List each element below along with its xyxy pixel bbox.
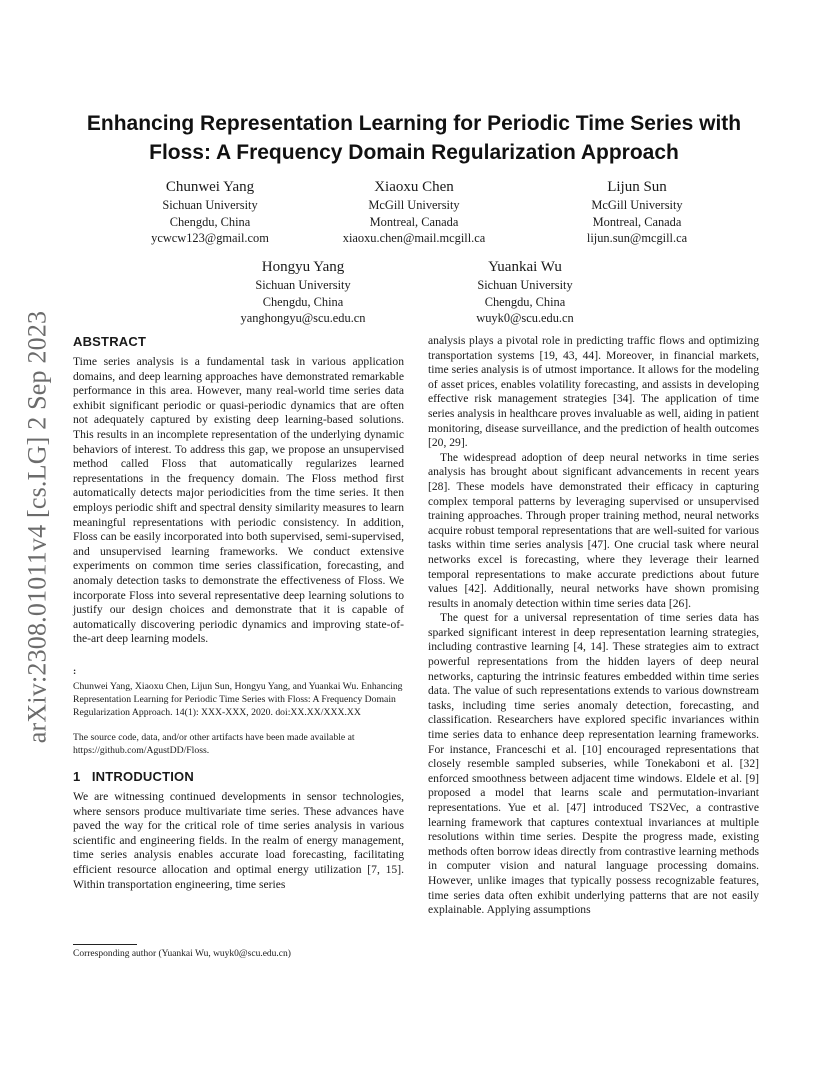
author-email: yanghongyu@scu.edu.cn [240, 311, 366, 325]
introduction-paragraph: analysis plays a pivotal role in predicting traffic flows and optimizing transportation systems [19, 43, 44]. Moreover, in financial markets, time series analysis is of utmost importance. It allows for the modeling of asset prices, enables volatility forecasting, and assists in developing effective risk management strategies [34]. The application of time series analysis in healthcare proves invaluable as well, aiding in patient monitoring, disease surveillance, and the prediction of health outcomes [20, 29]. [428, 334, 759, 450]
author-affiliation: McGill University [591, 198, 683, 212]
footnote: Corresponding author (Yuankai Wu, wuyk0@scu.edu.cn) [73, 949, 291, 959]
reference-citation: Chunwei Yang, Xiaoxu Chen, Lijun Sun, Hongyu Yang, and Yuankai Wu. Enhancing Representation Learning for Periodic Time Series with Floss: A Frequency Domain Regularization Approach. 14(1): XXX-XXX, 2020. doi:XX.XX/XXX.XX [73, 681, 403, 719]
paper-title: Enhancing Representation Learning for Periodic Time Series with Floss: A Frequency Domain Regularization Approach [86, 112, 742, 164]
author-name: Xiaoxu Chen [374, 179, 454, 195]
author-affiliation: McGill University [368, 198, 460, 212]
author-email: ycwcw123@gmail.com [151, 231, 269, 245]
artifacts-statement: The source code, data, and/or other artifacts have been made available at https://github.com/AgustDD/Floss. [73, 731, 355, 756]
author-affiliation: Sichuan University [477, 278, 573, 292]
author-affiliation: Sichuan University [255, 278, 351, 292]
author-location: Chengdu, China [169, 214, 251, 229]
author-email: xiaoxu.chen@mail.mcgill.ca [342, 231, 486, 245]
author-block [304, 178, 524, 247]
left-column [73, 334, 404, 892]
author-location: Montreal, Canada [592, 214, 682, 229]
footnote-rule [73, 944, 137, 945]
author-block [527, 178, 747, 247]
arxiv-identifier-text: arXiv:2308.01011v4 [cs.LG] 2 Sep 2023 [22, 310, 51, 744]
author-email: wuyk0@scu.edu.cn [476, 311, 574, 325]
author-name: Yuankai Wu [488, 259, 562, 275]
introduction-heading [73, 769, 404, 785]
right-column [428, 334, 759, 918]
section-title: INTRODUCTION [91, 769, 194, 785]
author-block [193, 258, 413, 327]
reference-marker: : [73, 665, 77, 677]
section-number: 1 [73, 769, 81, 785]
author-block [100, 178, 320, 247]
abstract-heading: ABSTRACT [73, 334, 147, 349]
author-location: Montreal, Canada [369, 214, 459, 229]
author-location: Chengdu, China [262, 294, 344, 309]
introduction-paragraph: We are witnessing continued developments in sensor technologies, where sensors produce multivariate time series. These advances have paved the way for the critical role of time series analysis in various scientific and engineering fields. In the realm of energy management, time series analysis enables accurate load forecasting, facilitating efficient resource allocation and optimal energy utilization [7, 15]. Within transportation engineering, time series [73, 790, 404, 891]
abstract-text: Time series analysis is a fundamental task in various application domains, and deep learning approaches have demonstrated remarkable performance in this area. However, many real-world time series data exhibit significant periodic or quasi-periodic dynamics that are often not adequately captured by existing deep learning-based solutions. This results in an incomplete representation of the underlying dynamic behaviors of interest. To address this gap, we propose an unsupervised method called Floss that automatically regularizes learned representations in the frequency domain. The Floss method first automatically detects major periodicities from the time series. It then employs periodic shift and spectral density similarity measures to learn meaningful representations with periodic consistency. In addition, Floss can be easily incorporated into both supervised, semi-supervised, and unsupervised learning frameworks. We conduct extensive experiments on common time series classification, forecasting, and anomaly detection tasks to demonstrate the effectiveness of Floss. We incorporate Floss into several representative deep learning solutions to justify our design choices and demonstrate that it is capable of automatically discovering periodic dynamics and improving state-of-the-art deep learning models. [73, 355, 404, 646]
introduction-paragraph: The quest for a universal representation of time series data has sparked significant interest in deep representation learning strategies, including contrastive learning [4, 14]. These strategies aim to extract powerful representations from the hidden layers of deep neural networks, capturing the intrinsic features embedded within time series data. The value of such representations extends to various downstream tasks, including time series anomaly detection, forecasting, and classification. Researchers have explored specific invariances within time series data to enhance deep representation learning frameworks. For instance, Franceschi et al. [10] encouraged representations that closely resemble sampled subseries, while Tonekaboni et al. [32] enforced smoothness between adjacent time windows. Eldele et al. [9] proposed a model that learns scale and permutation-invariant representations. Yue et al. [47] introduced TS2Vec, a contrastive learning framework that captures contextual invariances at multiple resolutions within time series. Despite the progress made, existing methods often borrow ideas directly from contrastive learning methods in computer vision and natural language processing domains. However, unlike images that typically possess recognizable features, time series data often exhibit underlying patterns that are not easily explainable. Applying assumptions [428, 611, 759, 917]
introduction-paragraph: The widespread adoption of deep neural networks in time series analysis has brought about significant advancements in recent years [28]. These models have demonstrated their efficacy in capturing complex temporal patterns by leveraging supervised or unsupervised training approaches. Through proper training method, neural networks acquire robust temporal representations that are well-suited for various tasks within time series analysis [47]. One crucial task where neural networks excel is forecasting, where they leverage their learned temporal representations to make accurate predictions about future values [42]. Additionally, neural networks have shown promising results in anomaly detection within time series data [26]. [428, 450, 759, 610]
author-email: lijun.sun@mcgill.ca [586, 231, 688, 245]
author-affiliation: Sichuan University [162, 198, 258, 212]
author-name: Hongyu Yang [261, 259, 345, 275]
author-block [415, 258, 635, 327]
arxiv-identifier [22, 292, 52, 762]
author-location: Chengdu, China [484, 294, 566, 309]
author-name: Lijun Sun [607, 179, 667, 195]
author-name: Chunwei Yang [165, 179, 255, 195]
acm-reference-format [73, 665, 404, 757]
